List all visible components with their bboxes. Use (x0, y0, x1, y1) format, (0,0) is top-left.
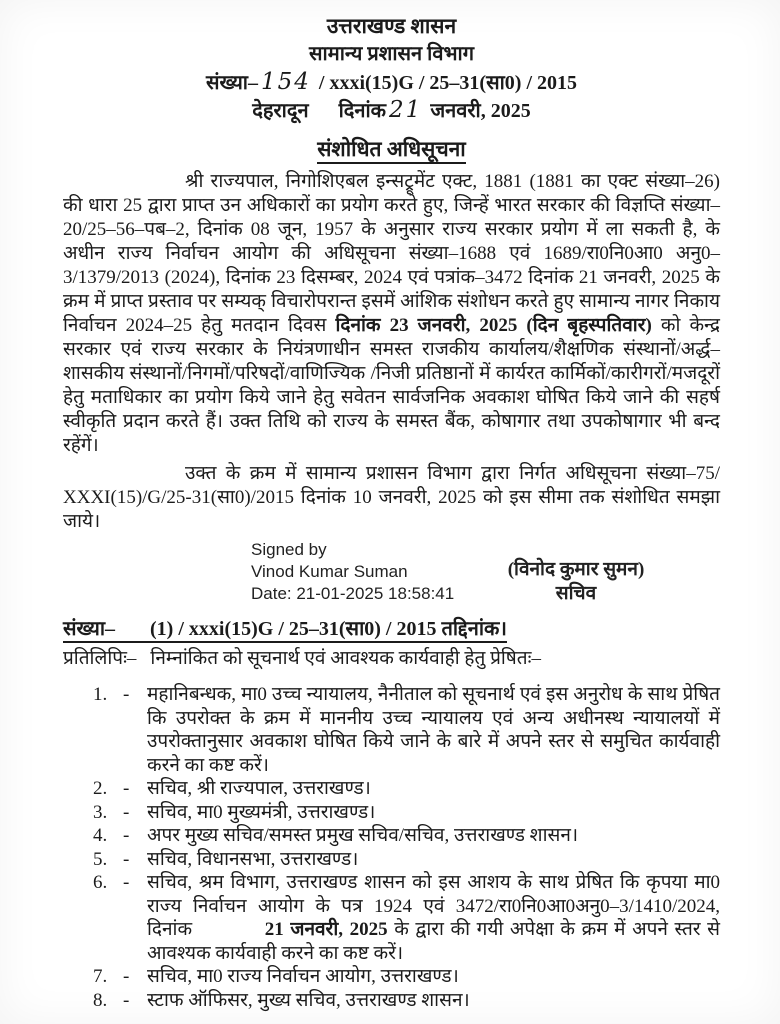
file-code: xxxi(15)G (329, 72, 414, 94)
copy-intro-line (63, 646, 720, 672)
list-item (93, 989, 720, 1013)
list-item-dash: - (123, 989, 130, 1011)
signature-date: Date: 21-01-2025 18:58:41 (251, 584, 455, 603)
copy-file-code: xxxi(15)G (188, 618, 274, 640)
list-item-text: सचिव, श्रम विभाग, उत्तराखण्ड शासन को इस आशय के साथ प्रेषित कि कृपया मा0 राज्य निर्वाचन आयोग के पत्र 1924 एवं 3472/रा0नि0आ0अनु0–3/1410/2024, दिनांक 21 जनवरी, 2025 के द्वारा की गयी अपेक्षा के क्रम में अपने स्तर से आवश्यक कार्यवाही करने का कष्ट करें। (147, 872, 721, 964)
list-item (93, 824, 720, 848)
list-item-dash: - (123, 825, 130, 846)
list-item-dash: - (123, 848, 130, 870)
body-paragraph-2: उक्त के क्रम में सामान्य प्रशासन विभाग द्वारा निर्गत अधिसूचना संख्या–75/ XXXI(15)/G/25-31(सा0)/2015 दिनांक 10 जनवरी, 2025 को इस सीमा तक संशोधित समझा जाये। (63, 463, 720, 532)
signature-left-column (251, 540, 491, 606)
letter-number-line (63, 68, 720, 97)
handwritten-day: 21 (389, 97, 423, 123)
list-item-number: 7. (93, 966, 108, 987)
signer-name-hindi: (विनोद कुमार सुमन) (507, 559, 645, 580)
list-item-dash: - (123, 872, 130, 893)
list-item-number: 2. (93, 778, 108, 799)
number-prefix: संख्या– (205, 72, 258, 94)
copy-number-rest: / 25–31(सा0) / 2015 (273, 618, 442, 640)
copy-intro-text: निम्नांकित को सूचनार्थ एवं आवश्यक कार्यवाही हेतु प्रेषितः– (150, 648, 541, 669)
list-item-dash: - (123, 684, 130, 705)
list-item (93, 777, 720, 801)
list-item-number: 3. (93, 801, 108, 823)
list-item (93, 683, 720, 777)
list-item (93, 801, 720, 825)
number-rest: / 25–31(सा0) / 2015 (413, 72, 578, 94)
copy-number-underlined (63, 618, 507, 643)
list-item-text: स्टाफ ऑफिसर, मुख्य सचिव, उत्तराखण्ड शासन। (147, 989, 470, 1011)
copy-number-value: (1) (150, 618, 174, 640)
document-header (63, 14, 720, 163)
list-item-dash: - (123, 778, 130, 799)
copy-intro-label: प्रतिलिपिः– (63, 648, 137, 669)
list-item-number: 6. (93, 872, 108, 893)
document-title-row (63, 136, 720, 163)
signer-name: Vinod Kumar Suman (251, 562, 408, 581)
digital-signature-block (251, 540, 720, 606)
list-item-number: 4. (93, 825, 108, 846)
paragraph-1-text-end: को केन्द्र सरकार एवं राज्य सरकार के नियंत्रणाधीन समस्त राजकीय कार्यालय/शैक्षणिक संस्थानों/अर्द्ध–शासकीय संस्थानों/निगमों/परिषदों/वाणिज्यिक /निजी प्रतिष्ठानों में कार्यरत कार्मिकों/कारीगरों/मजदूरों हेतु मताधिकार का प्रयोग किये जाने हेतु सवेतन सार्वजनिक अवकाश घोषित किये जाने की सहर्ष स्वीकृति प्रदान करते हैं। उक्त तिथि को राज्य के समस्त बैंक, कोषागार तथा उपकोषागार भी बन्द रहेंगें। (63, 315, 720, 456)
department-name: सामान्य प्रशासन विभाग (309, 43, 474, 65)
list-item-number: 8. (93, 989, 108, 1011)
list-item-text: अपर मुख्य सचिव/समस्त प्रमुख सचिव/सचिव, उत्तराखण्ड शासन। (147, 825, 579, 846)
copy-recipient-list (63, 683, 720, 1012)
copy-number-prefix: संख्या– (63, 618, 115, 640)
handwritten-letter-number: 154 (260, 69, 311, 95)
list-item-text: सचिव, श्री राज्यपाल, उत्तराखण्ड। (147, 778, 371, 799)
number-separator: / (313, 72, 330, 94)
signed-by-label: Signed by (251, 540, 327, 559)
body-paragraph-1 (63, 170, 720, 458)
copy-number-line (63, 616, 720, 642)
copy-number-separator: / (173, 618, 189, 640)
list-item-number: 5. (93, 848, 108, 870)
place-date-line (63, 97, 720, 125)
list-item-text: सचिव, मा0 राज्य निर्वाचन आयोग, उत्तराखण्ड। (147, 966, 459, 987)
list-item (93, 965, 720, 989)
list-item-text: महानिबन्धक, मा0 उच्च न्यायालय, नैनीताल को सूचनार्थ एवं इस अनुरोध के साथ प्रेषित कि उपरोक्त के क्रम में माननीय उच्च न्यायालय एवं अन्य अधीनस्थ न्यायालयों में उपरोक्तानुसार अवकाश घोषित किये जाने के बारे में अपने स्तर से समुचित कार्यवाही करने का कष्ट करें। (147, 684, 720, 776)
document-title: संशोधित अधिसूचना (317, 137, 466, 164)
document-body (63, 170, 720, 1012)
list-item-number: 1. (93, 684, 108, 705)
date-label: दिनांक (338, 100, 387, 122)
list-item (93, 848, 720, 872)
list-item-dash: - (123, 966, 130, 987)
list-item-text: सचिव, मा0 मुख्यमंत्री, उत्तराखण्ड। (147, 801, 376, 823)
paragraph-1-text-start: श्री राज्यपाल, निगोशिएबल इन्सट्रूमेंट एक्ट, 1881 (1881 का एक्ट संख्या–26) की धारा 25 द्वारा प्राप्त उन अधिकारों का प्रयोग करते हुए, जिन्हें भारत सरकार की विज्ञप्ति संख्या–20/25–56–पब–2, दिनांक 08 जून, 1957 के अनुसार राज्य सरकार प्रयोग में ला सकती है, के अधीन राज्य निर्वाचन आयोग की अधिसूचना संख्या–1688 एवं 1689/रा0नि0आ0 अनु0– 3/1379/2013 (2024), दिनांक 23 दिसम्बर, 2024 एवं पत्रांक–3472 दिनांक 21 जनवरी, 2025 के क्रम में प्राप्त प्रस्ताव पर सम्यक् विचारोपरान्त इसमें आंशिक संशोधन करते हुए सामान्य नागर निकाय निर्वाचन 2024–25 हेतु मतदान दिवस (63, 171, 720, 336)
polling-date-bold: दिनांक 23 जनवरी, 2025 (दिन बृहस्पतिवार) (335, 315, 652, 336)
signer-designation: सचिव (555, 583, 597, 604)
government-name: उत्तराखण्ड शासन (326, 14, 457, 38)
signature-right-column (491, 558, 661, 606)
list-item-text: सचिव, विधानसभा, उत्तराखण्ड। (147, 848, 359, 870)
copy-number-tail: तद्दिनांक। (441, 618, 507, 640)
copy-number-gap (115, 618, 150, 640)
place-name: देहरादून (252, 100, 309, 122)
list-item (93, 871, 720, 965)
list-item-dash: - (123, 801, 130, 823)
date-rest: जनवरी, 2025 (430, 100, 531, 122)
